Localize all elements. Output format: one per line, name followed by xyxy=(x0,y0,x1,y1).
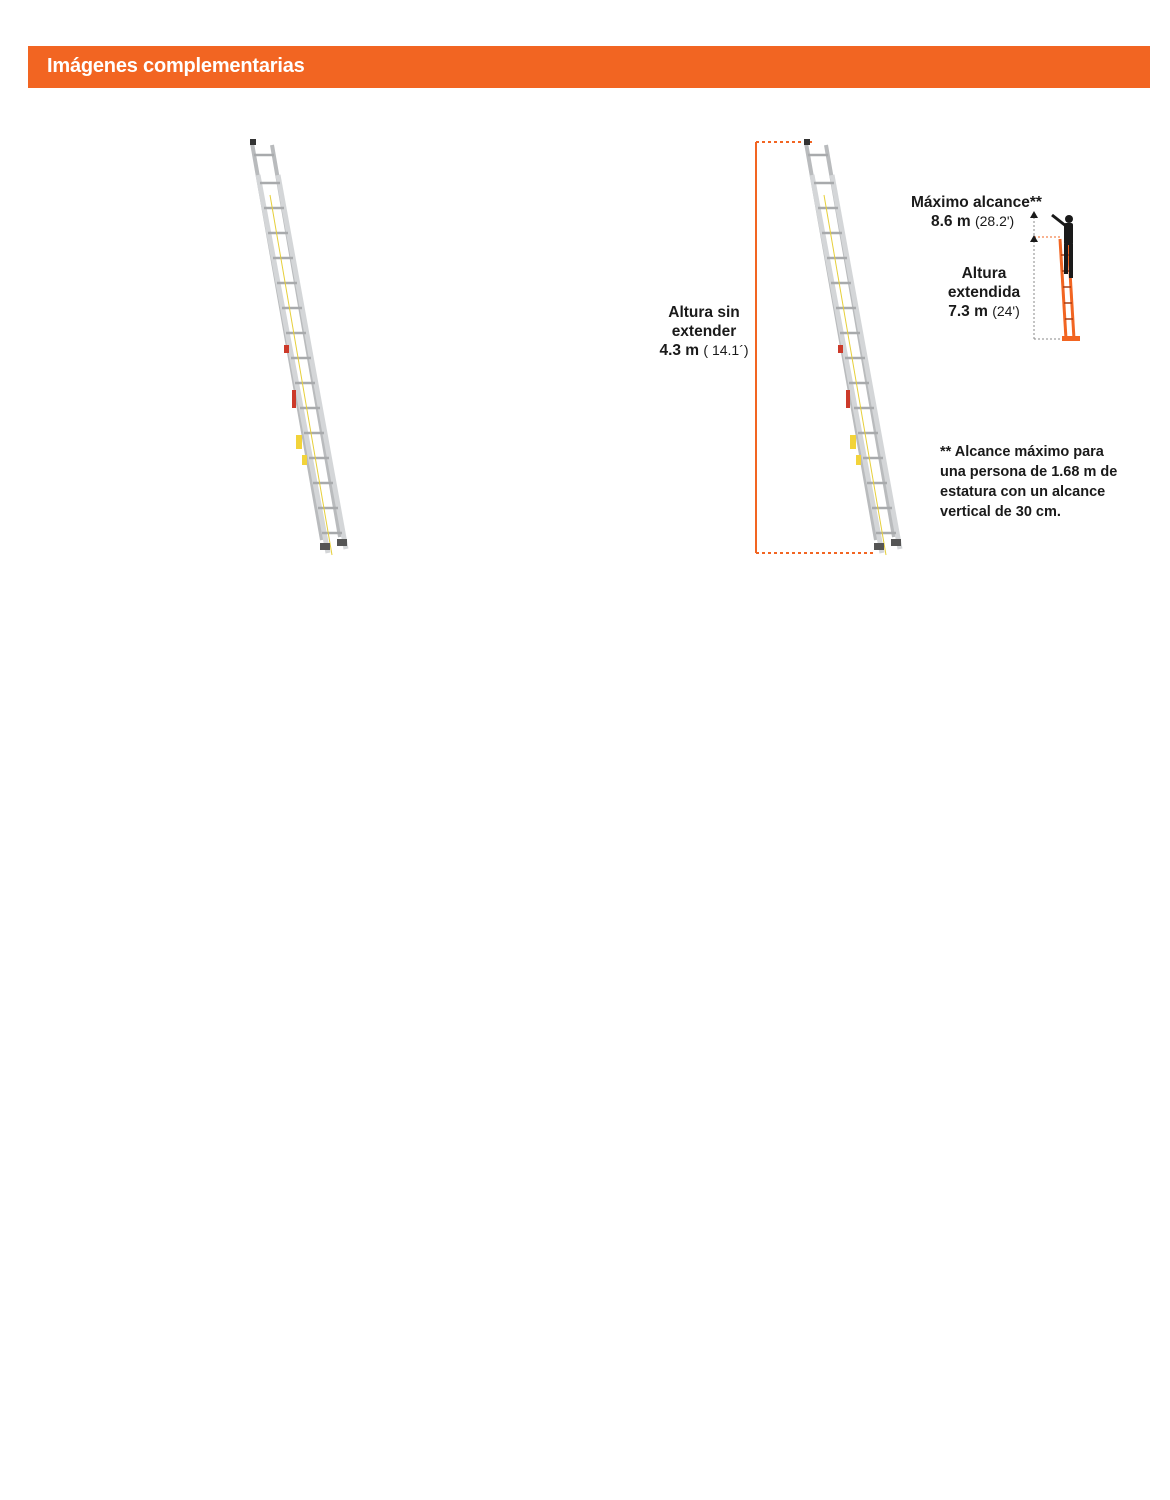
max-reach-label xyxy=(911,193,1042,231)
extended-line1: Altura xyxy=(961,265,1007,282)
extended-line2: extendida xyxy=(947,284,1021,301)
extended-value: 7.3 m xyxy=(948,303,988,320)
footnote-line3: estatura con un alcance xyxy=(940,484,1106,500)
max-reach-value: 8.6 m xyxy=(931,213,971,230)
ladder-dimension-diagram xyxy=(740,135,910,560)
footnote-line1: ** Alcance máximo para xyxy=(940,444,1104,460)
unextended-imperial: ( 14.1´) xyxy=(703,342,749,358)
ladder-image-left xyxy=(240,135,370,560)
max-reach-title: Máximo alcance** xyxy=(911,194,1042,211)
unextended-line2: extender xyxy=(671,323,737,340)
unextended-value: 4.3 m xyxy=(659,342,700,359)
extended-imperial: (24') xyxy=(992,303,1020,319)
footnote-line4: vertical de 30 cm. xyxy=(940,504,1061,520)
max-reach-imperial: (28.2') xyxy=(974,213,1015,229)
extended-height-label xyxy=(936,264,1032,321)
footnote-line2: una persona de 1.68 m de xyxy=(940,464,1118,480)
section-title: Imágenes complementarias xyxy=(47,55,305,77)
unextended-height-label xyxy=(655,303,753,360)
arrow-up-icon xyxy=(1030,235,1038,242)
reach-footnote xyxy=(940,442,1117,522)
unextended-line1: Altura sin xyxy=(668,304,740,321)
section-header-bar xyxy=(28,46,1150,88)
